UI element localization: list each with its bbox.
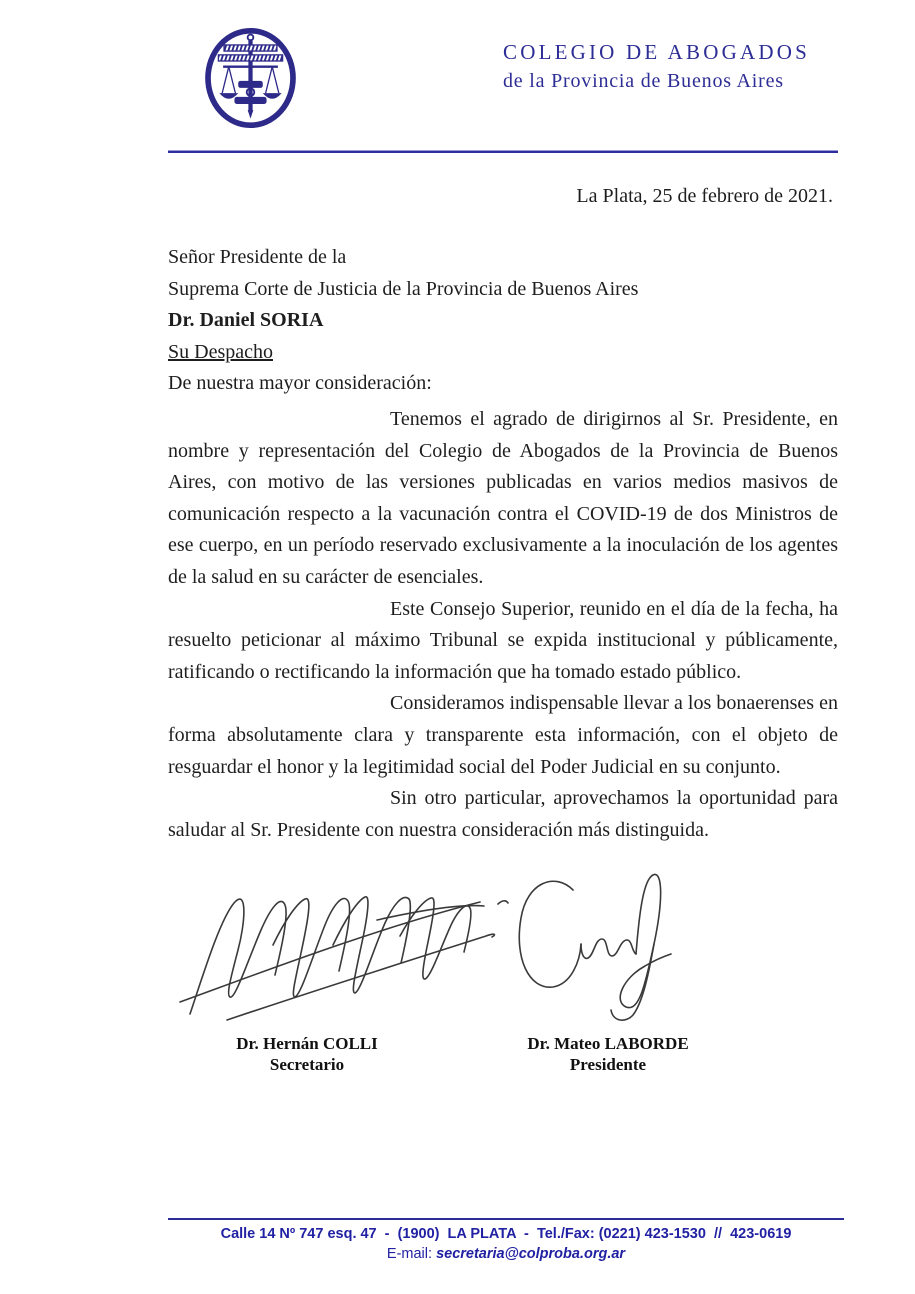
scales-of-justice-logo [203,27,298,129]
signature-presidente [493,860,683,1028]
footer-divider [168,1218,844,1220]
signer-role: Secretario [269,1055,345,1074]
email-address: secretaria@colproba.org.ar [436,1246,626,1262]
recipient-dispatch: Su Despacho [168,340,273,363]
signature-secretario [172,876,502,1021]
paragraph-2: Este Consejo Superior, reunido en el día de la fecha, ha resuelto peticionar al máximo Tribunal se expida institucional y públicamente, ratificando o rectificando la información que ha tomado estado público. [168,597,838,683]
recipient-line-2: Suprema Corte de Justicia de la Provincia de Buenos Aires [168,277,639,300]
recipient-block [168,242,838,400]
signer-name: Dr. Hernán COLLI [236,1034,378,1053]
org-subtitle: de la Provincia de Buenos Aires [503,70,784,92]
letter-body [168,404,838,846]
signer-role: Presidente [569,1055,647,1074]
org-identity [503,40,843,93]
salutation: De nuestra mayor consideración: [168,372,432,394]
email-label: E-mail: [386,1246,437,1262]
recipient-name: Dr. Daniel SORIA [168,309,324,331]
paragraph-4: Sin otro particular, aprovechamos la oportunidad para saludar al Sr. Presidente con nuestra consideración más distinguida. [168,787,838,841]
org-name: COLEGIO DE ABOGADOS [503,40,810,64]
date-line: La Plata, 25 de febrero de 2021. [576,185,833,207]
signer-name: Dr. Mateo LABORDE [527,1034,689,1053]
footer-email-line [168,1246,844,1262]
signer-block-presidente [483,1033,733,1075]
recipient-line-1: Señor Presidente de la [168,246,347,268]
footer-address: Calle 14 Nº 747 esq. 47 - (1900) LA PLATA - Tel./Fax: (0221) 423-1530 // 423-0619 [220,1226,792,1242]
header-divider [168,151,838,153]
paragraph-3: Consideramos indispensable llevar a los bonaerenses en forma absolutamente clara y transparente esta información, con el objeto de resguardar el honor y la legitimidad social del Poder Judicial en su conjunto. [168,692,838,778]
signer-block-secretario [182,1033,432,1075]
paragraph-1: Tenemos el agrado de dirigirnos al Sr. Presidente, en nombre y representación del Colegio de Abogados de la Provincia de Buenos Aires, con motivo de las versiones publicadas en varios medios masivos de comunicación respecto a la vacunación contra el COVID-19 de dos Ministros de ese cuerpo, en un período reservado exclusivamente a la inoculación de los agentes de la salud en su carácter de esenciales. [168,408,838,588]
scales-icon [203,27,298,129]
footer [168,1218,844,1262]
